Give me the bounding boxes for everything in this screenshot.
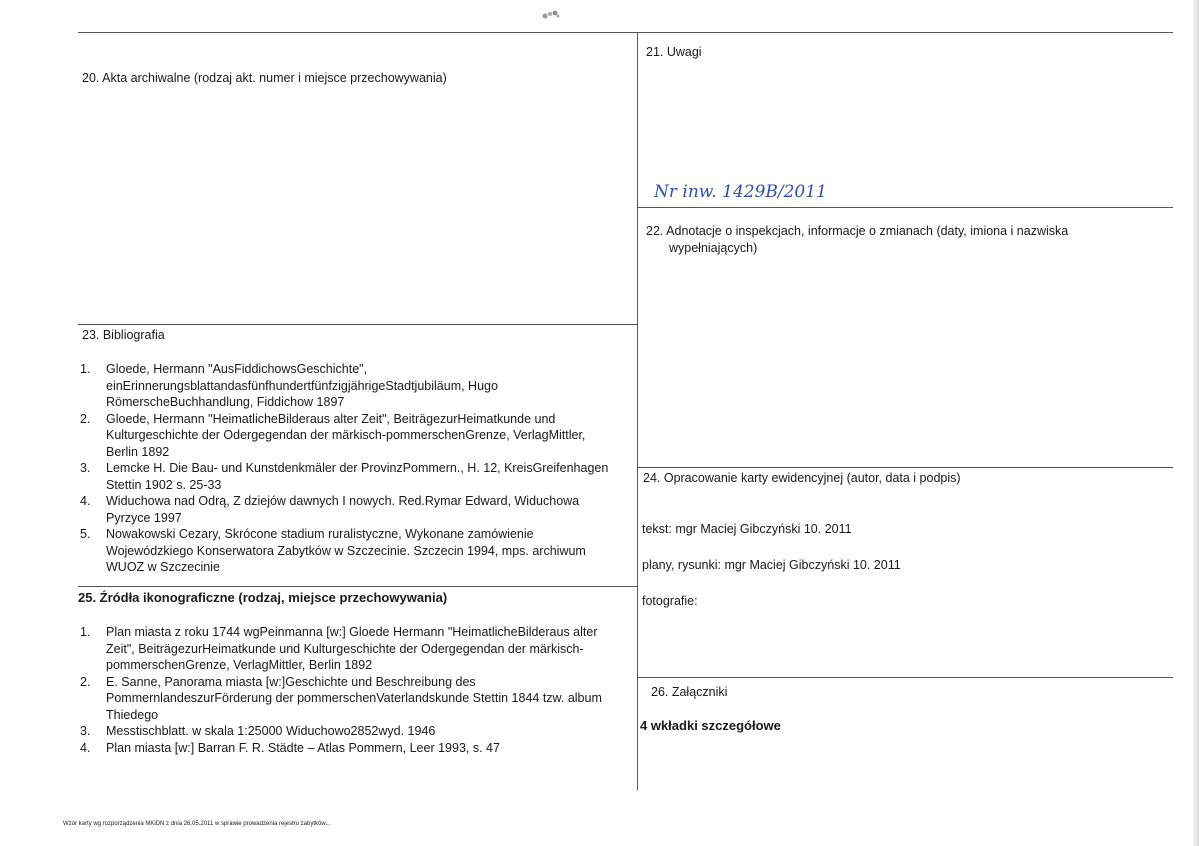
section-22-title-line2: wypełniających): [669, 241, 758, 255]
author-photos: fotografie:: [642, 594, 698, 608]
attachments-content: 4 wkładki szczegółowe: [640, 718, 781, 733]
bibliography-item: 4. Widuchowa nad Odrą, Z dziejów dawnych I nowych. Red.Rymar Edward, Widuchowa Pyrzyce 1997: [80, 494, 580, 525]
divider-21-22: [637, 207, 1173, 208]
divider-20-23: [78, 324, 637, 325]
bibliography-item: 3. Lemcke H. Die Bau- und Kunstdenkmäler der ProvinzPommern., H. 12, KreisGreifenhagen Stettin 1902 s. 25-33: [80, 461, 609, 492]
bibliography-item: 2. Gloede, Hermann "HeimatlicheBilderaus alter Zeit", BeiträgezurHeimatkunde und Kulturgeschichte der Odergegendan der märkisch-pommerschenGrenze, VerlagMittler, Berlin 1892: [80, 411, 586, 459]
bibliography-list: [80, 361, 635, 576]
page-edge: [1193, 0, 1199, 846]
divider-24-26: [637, 677, 1173, 678]
handwritten-note-text: Nr inw. 1429B/2011: [654, 182, 827, 202]
iconographic-item: 3. Messtischblatt. w skala 1:25000 Widuchowo2852wyd. 1946: [80, 724, 436, 738]
author-plans: plany, rysunki: mgr Maciej Gibczyński 10. 2011: [642, 558, 901, 572]
section-26-title: 26. Załączniki: [651, 685, 728, 699]
iconographic-item: 1. Plan miasta z roku 1744 wgPeinmanna [w:] Gloede Hermann "HeimatlicheBilderaus alter Zeit", BeiträgezurHeimatkunde und Kulturgeschichte der Odergegendan der märkisch- pommerschenGrenze, VerlagMittler, Berlin 1892: [80, 625, 598, 672]
author-text: tekst: mgr Maciej Gibczyński 10. 2011: [642, 522, 852, 536]
scan-smudge: [540, 8, 562, 22]
divider-23-25: [78, 586, 637, 587]
iconographic-sources-list: [80, 624, 635, 756]
section-25-title: 25. Źródła ikonograficzne (rodzaj, miejsce przechowywania): [78, 590, 448, 605]
iconographic-item: 4. Plan miasta [w:] Barran F. R. Städte – Atlas Pommern, Leer 1993, s. 47: [80, 740, 500, 755]
section-20-title: 20. Akta archiwalne (rodzaj akt. numer i miejsce przechowywania): [82, 71, 447, 85]
section-24-title: 24. Opracowanie karty ewidencyjnej (autor, data i podpis): [643, 471, 961, 485]
section-23-title: 23. Bibliografia: [82, 328, 165, 342]
footer-note: Wzór karty wg rozporządzenia MKiDN z dnia 26.05.2011 w sprawie prowadzenia rejestru zabytków...: [63, 821, 331, 827]
iconographic-item: 2. E. Sanne, Panorama miasta [w:]Geschichte und Beschreibung des PommernlandeszurFörderung der pommerschenVaterlandskunde Stettin 1844 tzw. album Thiedego: [80, 674, 602, 722]
handwritten-inventory-number: [652, 178, 842, 204]
divider-22-24: [637, 467, 1173, 468]
top-border: [78, 32, 1173, 33]
section-21-title: 21. Uwagi: [646, 45, 702, 59]
bibliography-item: 5. Nowakowski Cezary, Skrócone stadium ruralistyczne, Wykonane zamówienie Wojewódzkiego Konserwatora Zabytków w Szczecinie. Szczecin 1994, mps. archiwum WUOZ w Szczecinie: [80, 527, 586, 574]
section-22-title-line1: 22. Adnotacje o inspekcjach, informacje o zmianach (daty, imiona i nazwiska: [646, 224, 1069, 238]
bibliography-item: 1. Gloede, Hermann "AusFiddichowsGeschichte", einErinnerungsblattandasfünfhundertfünfzigjährigeStadtjubiläum, Hugo RömerscheBuchhandlung, Fiddichow 1897: [80, 362, 498, 409]
